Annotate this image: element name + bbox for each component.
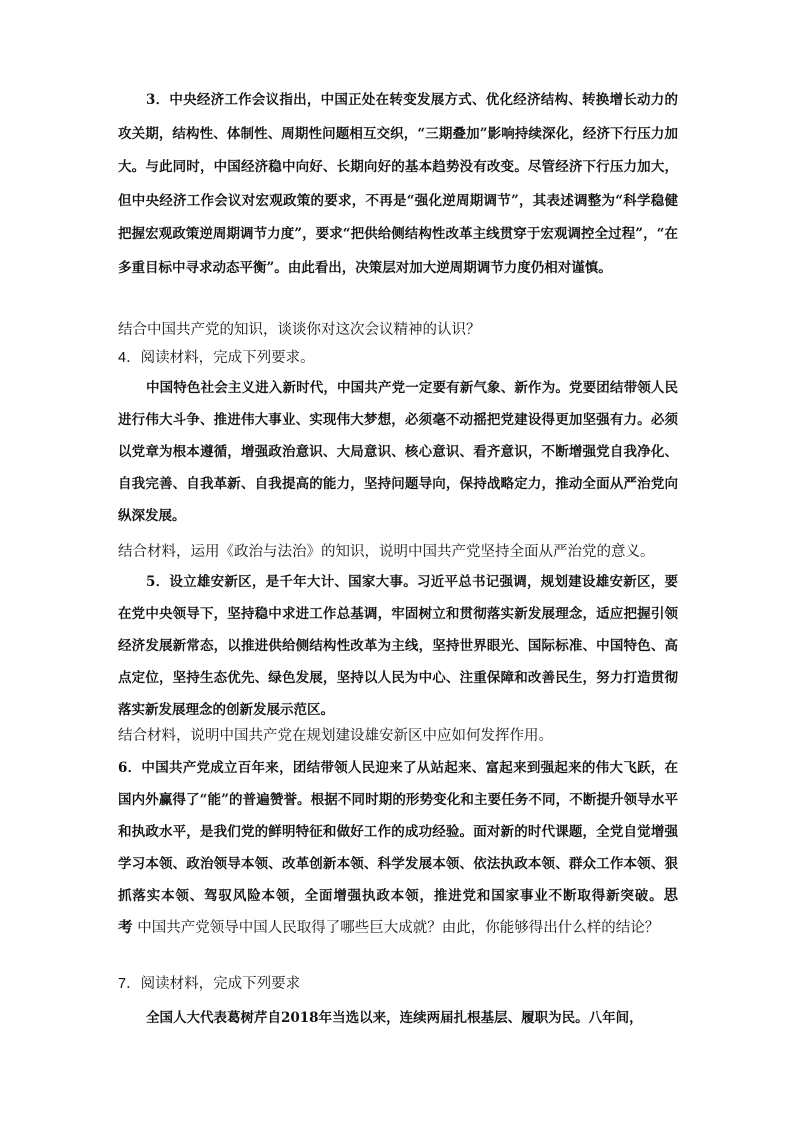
q7-material: 全国人大代表葛树芹自2018年当选以来，连续两届扎根基层、履职为民。八年间， — [146, 1010, 643, 1026]
q4-question: 结合材料，运用《政治与法治》的知识，说明中国共产党坚持全面从严治党的意义。 — [118, 544, 655, 560]
q4-material: 中国特色社会主义进入新时代，中国共产党一定要有新气象、新作为。党要团结带领人民进行伟大斗争、推进伟大事业、实现伟大梦想，必须毫不动摇把党建设得更加坚强有力。必须以党章为根本遵循，增强政治意识、大局意识、核心意识、看齐意识，不断增强党自我净化、自我完善、自我革新、自我提高的能力，坚持问题导向，保持战略定力，推动全面从严治党向纵深发展。 — [118, 380, 678, 524]
q5-material: 5．设立雄安新区，是千年大计、国家大事。习近平总书记强调，规划建设雄安新区，要在党中央领导下，坚持稳中求进工作总基调，牢固树立和贯彻落实新发展理念，适应把握引领经济发展新常态，以推进供给侧结构性改革为主线，坚持世界眼光、国际标准、中国特色、高点定位，坚持生态优先、绿色发展，坚持以人民为中心、注重保障和改善民生，努力打造贯彻落实新发展理念的创新发展示范区。 — [118, 574, 678, 718]
q7-heading: 7．阅读材料，完成下列要求 — [118, 976, 301, 992]
q5-question: 结合材料，说明中国共产党在规划建设雄安新区中应如何发挥作用。 — [118, 728, 553, 744]
q6-question: 中国共产党领导中国人民取得了哪些巨大成就？由此，你能够得出什么样的结论？ — [137, 920, 660, 936]
q3-material: 3．中央经济工作会议指出，中国正处在转变发展方式、优化经济结构、转换增长动力的攻关期，结构性、体制性、周期性问题相互交织，“三期叠加”影响持续深化，经济下行压力加大。与此同时，中国经济稳中向好、长期向好的基本趋势没有改变。尽管经济下行压力加大，但中央经济工作会议对宏观政策的要求，不再是“强化逆周期调节”，其表述调整为“科学稳健把握宏观政策逆周期调节力度”，要求“把供给侧结构性改革主线贯穿于宏观调控全过程”，“在多重目标中寻求动态平衡”。由此看出，决策层对加大逆周期调节力度仍相对谨慎。 — [118, 92, 678, 276]
q3-question: 结合中国共产党的知识，谈谈你对这次会议精神的认识？ — [118, 322, 481, 338]
q6-think-label: 思考 — [118, 888, 678, 936]
q6-material: 6．中国共产党成立百年来，团结带领人民迎来了从站起来、富起来到强起来的伟大飞跃，在国内外赢得了“能”的普遍赞誉。根据不同时期的形势变化和主要任务不同，不断提升领导水平和执政水平，是我们党的鲜明特征和做好工作的成功经验。面对新的时代课题，全党自觉增强学习本领、政治领导本领、改革创新本领、科学发展本领、依法执政本领、群众工作本领、狠抓落实本领、驾驭风险本领，全面增强执政本领，推进党和国家事业不断取得新突破。 — [118, 760, 678, 904]
q6-block — [118, 752, 678, 944]
q4-heading: 4．阅读材料，完成下列要求。 — [118, 350, 315, 366]
